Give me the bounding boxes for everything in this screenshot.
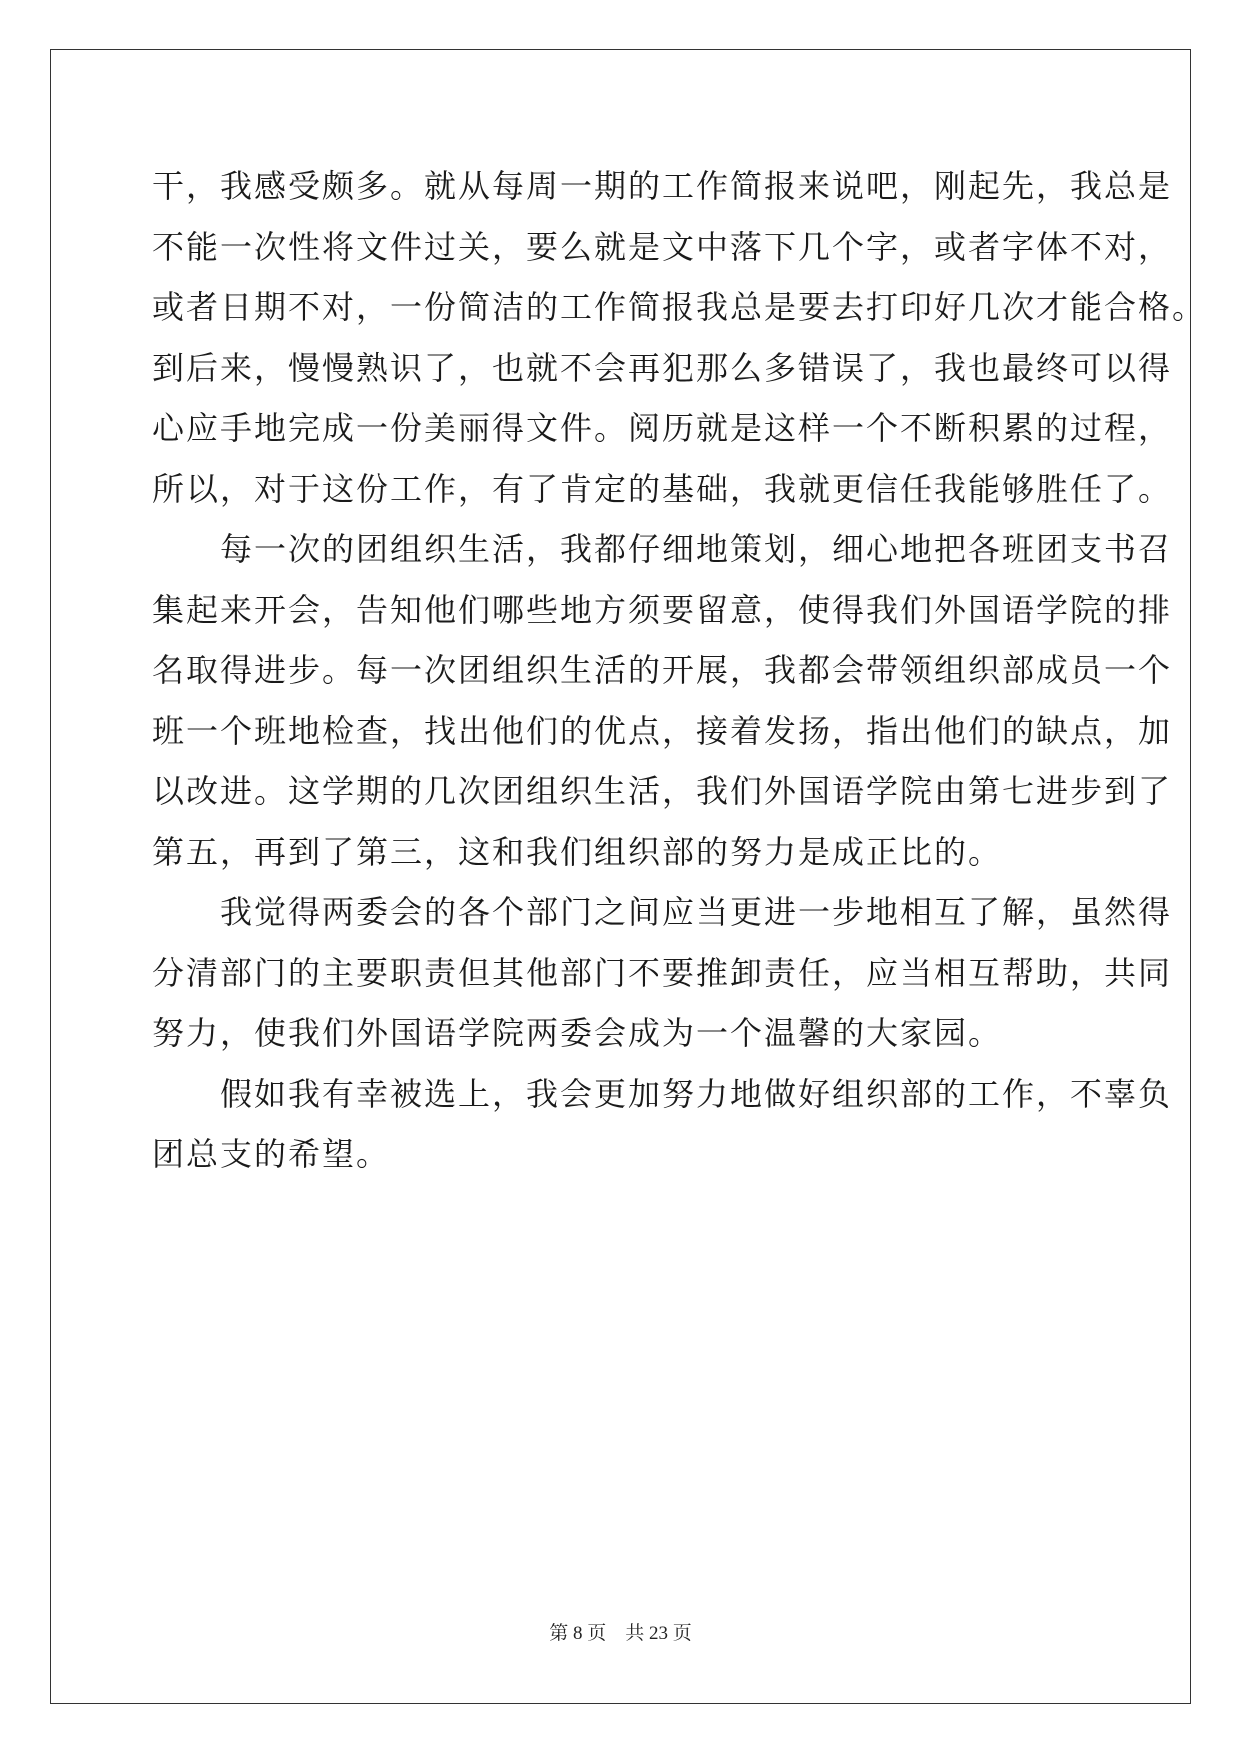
text-line: 名取得进步。每一次团组织生活的开展，我都会带领组织部成员一个	[152, 651, 1173, 689]
page-total: 共 23 页	[625, 1623, 692, 1644]
text-line: 第五，再到了第三，这和我们组织部的努力是成正比的。	[152, 832, 1003, 871]
text-line: 心应手地完成一份美丽得文件。阅历就是这样一个不断积累的过程，	[152, 409, 1173, 447]
text-line: 假如我有幸被选上，我会更加努力地做好组织部的工作，不辜负	[152, 1074, 1173, 1113]
text-line: 所以，对于这份工作，有了肯定的基础，我就更信任我能够胜任了。	[152, 469, 1173, 508]
document-body	[152, 156, 1207, 1185]
text-line: 每一次的团组织生活，我都仔细地策划，细心地把各班团支书召	[152, 530, 1173, 568]
text-line: 以改进。这学期的几次团组织生活，我们外国语学院由第七进步到了	[152, 772, 1173, 810]
text-line: 团总支的希望。	[152, 1135, 391, 1173]
text-line: 集起来开会，告知他们哪些地方须要留意，使得我们外国语学院的排	[152, 590, 1173, 629]
text-line: 分清部门的主要职责但其他部门不要推卸责任，应当相互帮助，共同	[152, 953, 1173, 992]
text-line: 到后来，慢慢熟识了，也就不会再犯那么多错误了，我也最终可以得	[152, 348, 1173, 387]
page-footer	[0, 1618, 1241, 1645]
text-line: 努力，使我们外国语学院两委会成为一个温馨的大家园。	[152, 1014, 1003, 1052]
text-line: 干，我感受颇多。就从每周一期的工作简报来说吧，刚起先，我总是	[152, 167, 1173, 205]
text-line: 不能一次性将文件过关，要么就是文中落下几个字，或者字体不对，	[152, 227, 1173, 266]
text-line: 班一个班地检查，找出他们的优点，接着发扬，指出他们的缺点，加	[152, 711, 1173, 750]
text-line: 或者日期不对，一份简洁的工作简报我总是要去打印好几次才能合格。	[152, 288, 1207, 326]
text-line: 我觉得两委会的各个部门之间应当更进一步地相互了解，虽然得	[152, 893, 1173, 931]
page-number: 第 8 页	[549, 1623, 607, 1644]
